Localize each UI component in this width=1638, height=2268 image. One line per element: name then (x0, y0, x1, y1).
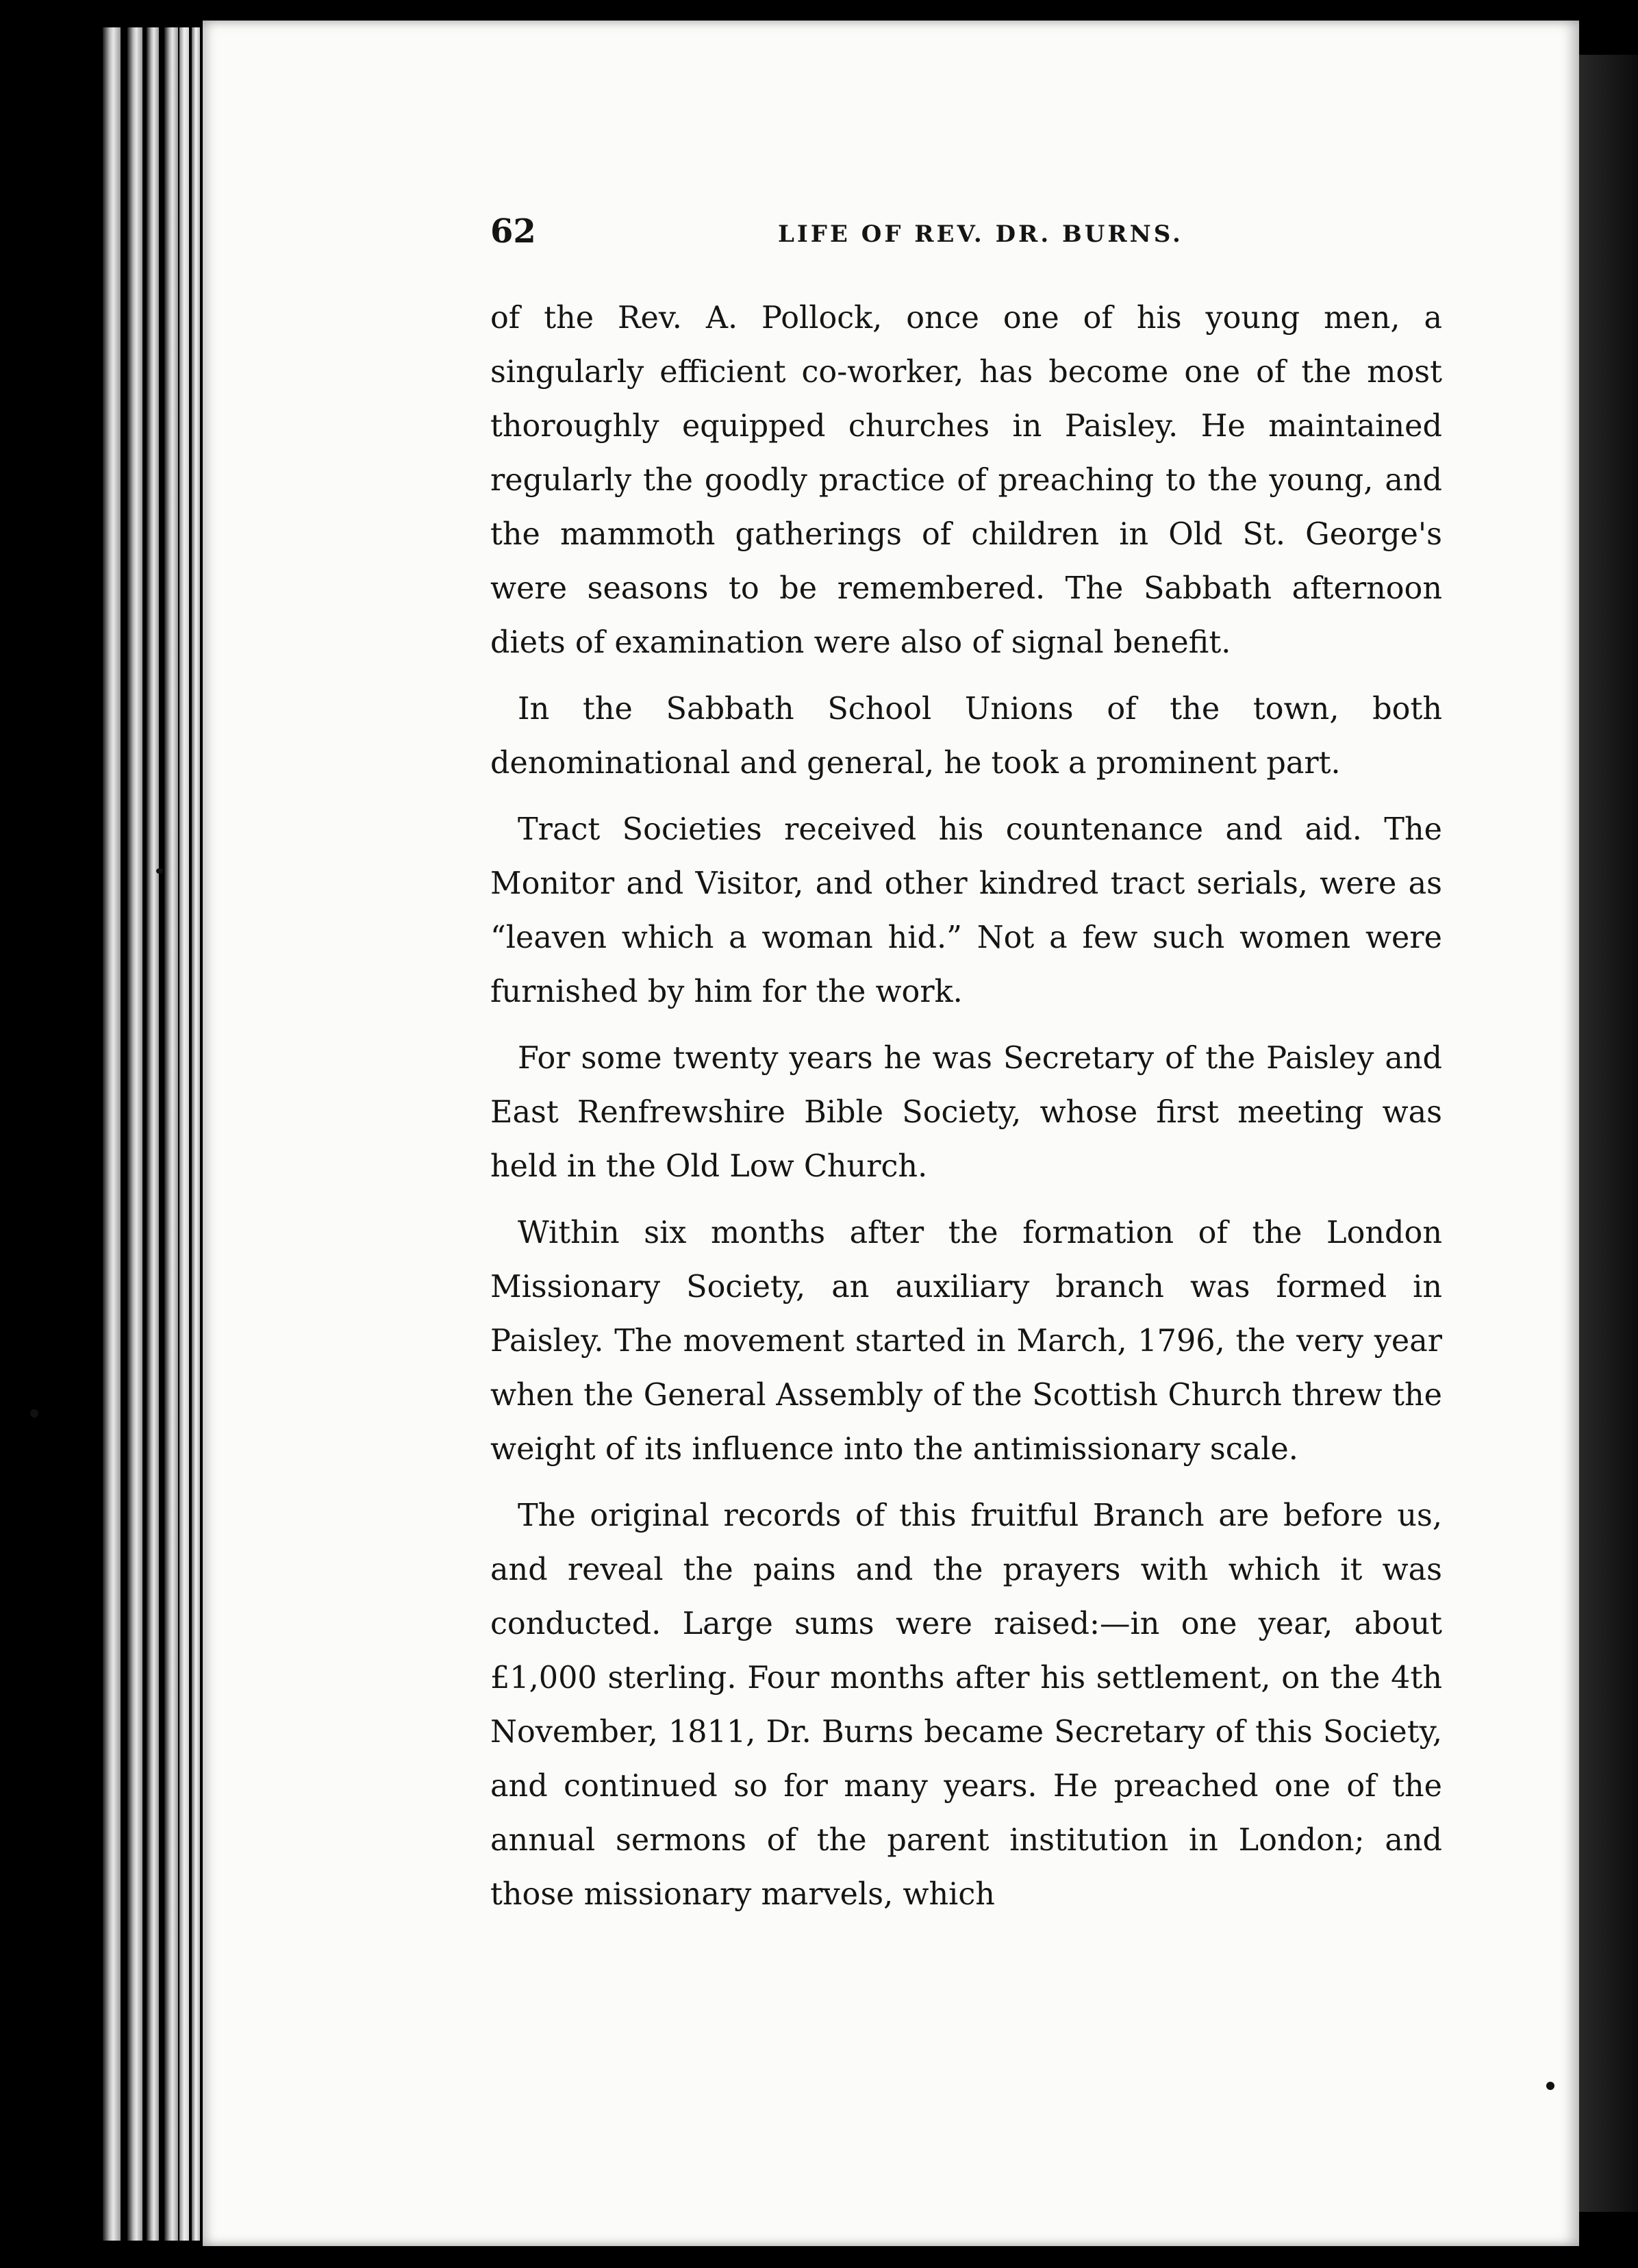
page-edge (164, 27, 178, 2241)
page-number: 62 (490, 212, 536, 251)
page-header (490, 212, 1422, 253)
scan-speck (1546, 2082, 1554, 2090)
paragraph: of the Rev. A. Pollock, once one of his young men, a singularly efficient co-worker, has become one of the most thoroughly equipped churches in Paisley. He maintained regularly the goodly practice of preaching to the young, and the mammoth gatherings of children in Old St. George's were seasons to be remembered. The Sabbath afternoon diets of examination were also of signal benefit. (490, 301, 1442, 660)
page-edge (127, 27, 142, 2241)
page-sheet (203, 21, 1579, 2246)
running-head: LIFE OF REV. DR. BURNS. (778, 220, 1183, 248)
paragraph: Tract Societies received his countenance and aid. The Monitor and Visitor, and other kindred tract serials, were as “leaven which a woman hid.” Not a few such women were furnished by him for the work. (490, 812, 1442, 1009)
page-edge (192, 27, 200, 2241)
paragraph: The original records of this fruitful Branch are before us, and reveal the pains and the prayers with which it was conducted. Large sums were raised:—in one year, about £1,000 sterling. Four months after his settlement, on the 4th November, 1811, Dr. Burns became Secretary of this Society, and continued so for many years. He preached one of the annual sermons of the parent institution in London; and those missionary marvels, which (490, 1498, 1442, 1912)
scan-speck (30, 1409, 38, 1418)
page-edge (179, 27, 189, 2241)
binding-shadow (1575, 55, 1638, 2212)
page-edge (147, 27, 159, 2241)
body-text (490, 291, 1442, 1934)
page-edge (103, 27, 121, 2241)
paragraph: Within six months after the formation of the London Missionary Society, an auxiliary branch was formed in Paisley. The movement started in March, 1796, the very year when the General Assembly of the Scottish Church threw the weight of its influence into the antimissionary scale. (490, 1215, 1442, 1467)
scan-speck (156, 868, 163, 874)
paragraph: For some twenty years he was Secretary of the Paisley and East Renfrewshire Bible Society, whose first meeting was held in the Old Low Church. (490, 1041, 1442, 1184)
paragraph: In the Sabbath School Unions of the town, both denominational and general, he took a prominent part. (490, 692, 1442, 781)
